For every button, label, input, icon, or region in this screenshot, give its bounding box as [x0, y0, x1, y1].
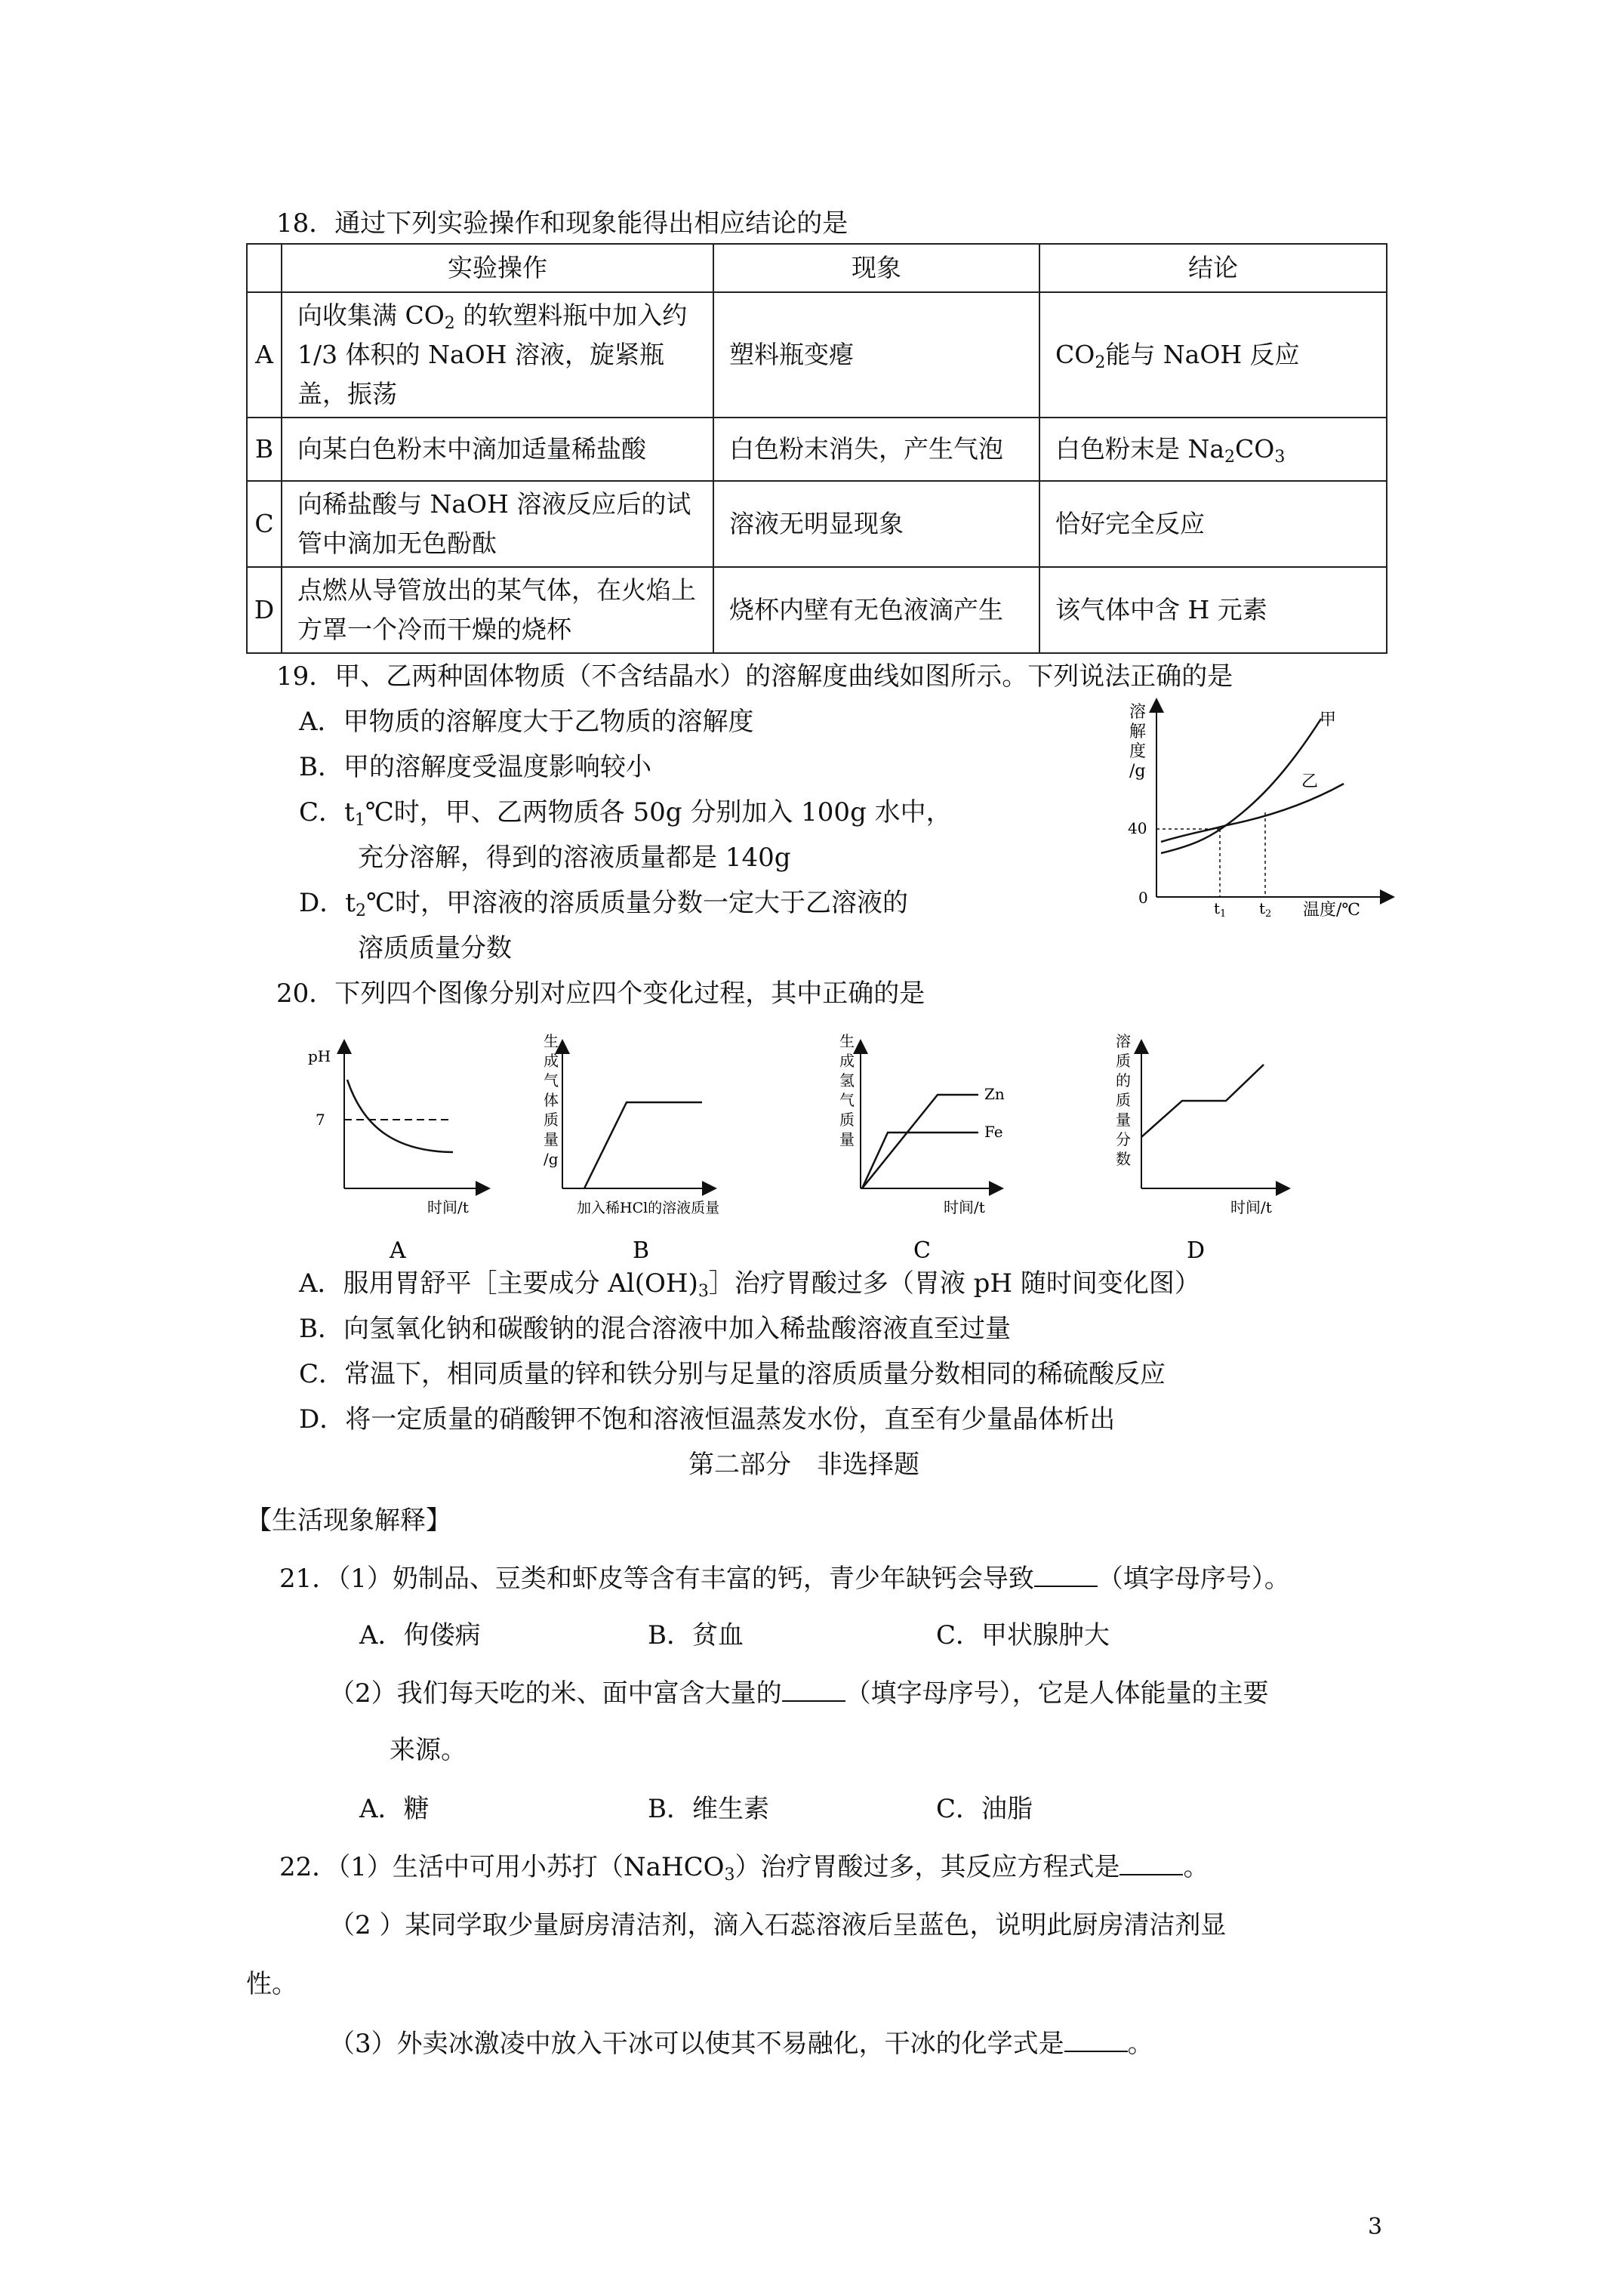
svg-text:生: 生 [544, 1032, 559, 1050]
q20-graphs [294, 1019, 1298, 1268]
conclusion-cell: 该气体中含 H 元素 [1039, 567, 1387, 653]
x-axis-label: 温度/℃ [1303, 901, 1361, 920]
operation-cell: 点燃从导管放出的某气体，在火焰上方罩一个冷而干燥的烧杯 [282, 567, 713, 653]
curve-yi-label: 乙 [1301, 772, 1319, 791]
t2-label: $t_2$ [1259, 899, 1272, 920]
q21-part2-option-c: C．油脂 [936, 1794, 1033, 1824]
q22-part2: （2 ）某同学取少量厨房清洁剂，滴入石蕊溶液后呈蓝色，说明此厨房清洁剂显 [329, 1910, 1227, 1940]
graph-a-ytick: 7 [316, 1111, 325, 1129]
origin-label: 0 [1138, 889, 1148, 907]
curve-jia-label: 甲 [1320, 710, 1337, 729]
row-label: D [247, 567, 282, 653]
q21-part2-cont: 来源。 [390, 1735, 467, 1765]
svg-text:溶: 溶 [1116, 1032, 1131, 1050]
graph-b [544, 1032, 719, 1264]
q22-part1: 22．（1）生活中可用小苏打（NaHCO$_3$）治疗胃酸过多，其反应方程式是 。 [279, 1852, 1209, 1885]
table-row [247, 567, 1387, 653]
phenomenon-cell: 塑料瓶变瘪 [713, 292, 1039, 418]
header-cell: 结论 [1039, 244, 1387, 292]
y-label-2: 解 [1129, 723, 1147, 741]
section-heading: 【生活现象解释】 [246, 1505, 451, 1536]
q20-option-c: C．常温下，相同质量的锌和铁分别与足量的溶质质量分数相同的稀硫酸反应 [299, 1359, 1166, 1389]
header-cell: 实验操作 [282, 244, 713, 292]
svg-text:质: 质 [544, 1111, 559, 1129]
y-label-4: /g [1129, 762, 1146, 781]
svg-text:成: 成 [839, 1052, 855, 1070]
q19-option-d-cont: 溶质质量分数 [358, 933, 512, 963]
q19-option-a: A．甲物质的溶解度大于乙物质的溶解度 [299, 707, 754, 737]
svg-text:量: 量 [839, 1130, 855, 1148]
q18-table [246, 243, 1387, 654]
table-row [247, 292, 1387, 418]
graph-b-line [584, 1102, 702, 1188]
header-cell [247, 244, 282, 292]
row-label: C [247, 481, 282, 567]
table-row [247, 481, 1387, 567]
svg-text:量: 量 [1116, 1111, 1131, 1129]
operation-cell: 向收集满 $CO_2$ 的软塑料瓶中加入约 1/3 体积的 NaOH 溶液，旋紧瓶盖，振荡 [282, 292, 713, 418]
conclusion-cell: 恰好完全反应 [1039, 481, 1387, 567]
row-label: A [247, 292, 282, 418]
part-two-heading: 第二部分 非选择题 [688, 1450, 919, 1480]
q21-part2-option-a: A．糖 [359, 1794, 430, 1824]
graph-b-caption: B [633, 1237, 650, 1264]
q21-part1: 21．（1）奶制品、豆类和虾皮等含有丰富的钙，青少年缺钙会导致 （填字母序号）。 [279, 1564, 1290, 1594]
conclusion-cell: $CO_2$能与 NaOH 反应 [1039, 292, 1387, 418]
table-row [247, 418, 1387, 481]
table-header-row [247, 244, 1387, 292]
svg-text:成: 成 [544, 1052, 559, 1070]
graph-b-xlabel: 加入稀HCl的溶液质量 [577, 1200, 720, 1216]
svg-text:数: 数 [1116, 1150, 1131, 1168]
q21-part2: （2）我们每天吃的米、面中富含大量的 （填字母序号），它是人体能量的主要 [329, 1678, 1269, 1709]
curve-jia [1161, 719, 1321, 853]
svg-text:体: 体 [544, 1091, 559, 1109]
q18-title: 18．通过下列实验操作和现象能得出相应结论的是 [276, 208, 848, 239]
answer-blank[interactable] [1119, 1851, 1183, 1875]
q20-option-a: A．服用胃舒平［主要成分 $Al(OH)_3]$治疗胃酸过多（胃液 pH 随时间变化图） [299, 1268, 1200, 1301]
svg-text:气: 气 [544, 1071, 559, 1089]
graph-d-caption: D [1187, 1237, 1206, 1264]
t1-label: $t_1$ [1214, 899, 1227, 920]
q22-part2-cont: 性。 [246, 1969, 297, 1999]
q22-part3: （3）外卖冰激凌中放入干冰可以使其不易融化，干冰的化学式是 。 [329, 2029, 1153, 2059]
graph-a-curve [347, 1080, 453, 1152]
operation-cell: 向某白色粉末中滴加适量稀盐酸 [282, 418, 713, 481]
header-cell: 现象 [713, 244, 1039, 292]
graph-c-fe-line [862, 1133, 978, 1188]
graph-a-ylabel: pH [308, 1047, 331, 1065]
q21-option-c: C．甲状腺肿大 [936, 1620, 1110, 1650]
phenomenon-cell: 白色粉末消失，产生气泡 [713, 418, 1039, 481]
svg-text:量: 量 [544, 1130, 559, 1148]
graph-c [839, 1032, 1005, 1264]
answer-blank[interactable] [1034, 1563, 1098, 1587]
row-label: B [247, 418, 282, 481]
q20-title: 20．下列四个图像分别对应四个变化过程，其中正确的是 [276, 978, 925, 1009]
graph-c-zn-label: Zn [984, 1085, 1005, 1103]
operation-cell: 向稀盐酸与 NaOH 溶液反应后的试管中滴加无色酚酞 [282, 481, 713, 567]
q21-option-b: B．贫血 [648, 1620, 744, 1650]
q19-option-d: D．$t_2℃$时，甲溶液的溶质质量分数一定大于乙溶液的 [299, 888, 908, 920]
svg-text:质: 质 [839, 1111, 855, 1129]
q19-option-b: B．甲的溶解度受温度影响较小 [299, 752, 651, 782]
svg-text:/g: /g [544, 1150, 559, 1168]
graph-d [1116, 1032, 1283, 1264]
q19-option-c: C．$t_1℃$时，甲、乙两物质各 50g 分别加入 100g 水中， [299, 797, 952, 830]
q21-part2-option-b: B．维生素 [648, 1794, 769, 1824]
q19-title: 19．甲、乙两种固体物质（不含结晶水）的溶解度曲线如图所示。下列说法正确的是 [276, 661, 1233, 692]
solubility-graph [1095, 695, 1397, 929]
q21-option-a: A．佝偻病 [359, 1620, 481, 1650]
svg-text:生: 生 [839, 1032, 855, 1050]
phenomenon-cell: 溶液无明显现象 [713, 481, 1039, 567]
graph-c-xlabel: 时间/t [944, 1198, 985, 1216]
graph-a-caption: A [390, 1237, 406, 1264]
q20-option-b: B．向氢氧化钠和碳酸钠的混合溶液中加入稀盐酸溶液直至过量 [299, 1314, 1011, 1344]
graph-c-caption: C [913, 1237, 931, 1264]
graph-a [308, 1046, 483, 1264]
phenomenon-cell: 烧杯内壁有无色液滴产生 [713, 567, 1039, 653]
q19-option-c-cont: 充分溶解，得到的溶液质量都是 140g [358, 843, 791, 873]
graph-d-line [1141, 1065, 1264, 1137]
y-label-1: 溶 [1129, 703, 1147, 722]
conclusion-cell: 白色粉末是 $Na_2CO_3$ [1039, 418, 1387, 481]
curve-yi [1161, 784, 1344, 842]
svg-text:质: 质 [1116, 1052, 1131, 1070]
graph-d-xlabel: 时间/t [1230, 1198, 1272, 1216]
graph-c-zn-line [862, 1095, 978, 1188]
y-40-label: 40 [1128, 819, 1147, 837]
answer-blank[interactable] [782, 1678, 845, 1702]
page-number: 3 [1368, 2214, 1383, 2240]
svg-text:质: 质 [1116, 1091, 1131, 1109]
svg-text:氢: 氢 [839, 1071, 855, 1089]
y-label-3: 度 [1129, 742, 1147, 761]
answer-blank[interactable] [1064, 2028, 1128, 2052]
graph-a-xlabel: 时间/t [427, 1198, 469, 1216]
svg-text:气: 气 [839, 1091, 855, 1109]
svg-text:分: 分 [1116, 1130, 1131, 1148]
svg-text:的: 的 [1116, 1071, 1131, 1089]
q20-option-d: D．将一定质量的硝酸钾不饱和溶液恒温蒸发水份，直至有少量晶体析出 [299, 1404, 1116, 1435]
graph-c-fe-label: Fe [984, 1123, 1003, 1141]
